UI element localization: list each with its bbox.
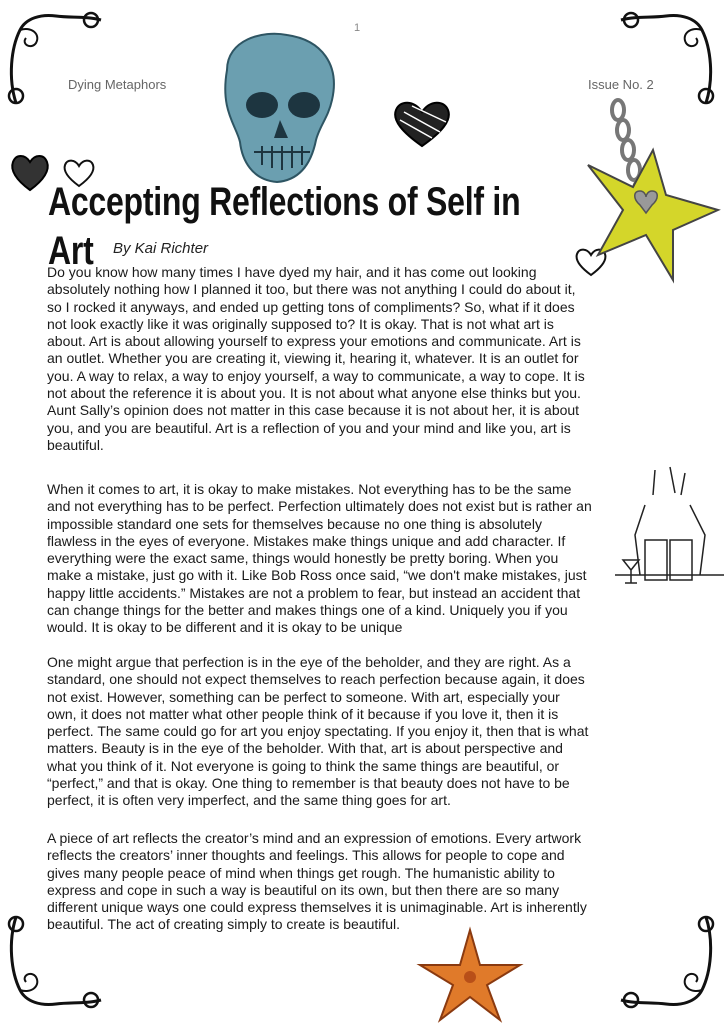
skull-illustration-icon	[212, 30, 342, 190]
paragraph-line: about. Art is about allowing yourself to express your emotions and communicate. Art is	[47, 333, 581, 350]
paragraph-line: you. A way to relax, a way to enjoy yourself, a way to communicate, a way to cope. It is	[47, 367, 585, 384]
article-paragraph-4	[47, 830, 627, 934]
paragraph-line: and not everything has to be perfect. Perfection ultimately does not exist but is rather an	[47, 498, 592, 515]
paragraph-line: When it comes to art, it is okay to make mistakes. Not everything has to be the same	[47, 481, 572, 497]
heart-scribble-icon	[392, 98, 452, 150]
article-title-line-1: Accepting Reflections of Self in	[48, 180, 521, 224]
paragraph-line: flawless in the eyes of everyone. Mistakes make things unique and add character. If	[47, 532, 566, 549]
issue-number: Issue No. 2	[588, 77, 654, 92]
paragraph-line: perfect, it is often very imperfect, and the same thing goes for art.	[47, 792, 451, 809]
article-paragraph-1	[47, 264, 627, 454]
paragraph-line: “perfect,” and that is okay. One thing to remember is that beauty does not have to be	[47, 775, 570, 792]
paragraph-line: what you think of it. Not everyone is going to think the same things are beautiful, or	[47, 757, 560, 774]
paragraph-line: not exist. However, something can be perfect to someone. With art, especially your	[47, 688, 560, 705]
paragraph-line: beautiful. The act of creating simply to create is beautiful.	[47, 916, 401, 933]
article-byline: By Kai Richter	[113, 240, 209, 257]
paragraph-line: perfect. The same could go for art you enjoy spectating. If you enjoy it, then that is what	[47, 723, 589, 740]
starfish-illustration-icon	[415, 925, 525, 1023]
paragraph-line: make a mistake, just go with it. Like Bob Ross once said, “we don't make mistakes, just	[47, 567, 587, 584]
corner-flourish-top-right-icon	[616, 8, 716, 108]
paragraph-line: not about the reference it is about you. It is not about what anyone else thinks but you.	[47, 385, 581, 402]
paragraph-line: reflects the creators’ inner thoughts and feelings. This allows for people to cope and	[47, 847, 565, 864]
paragraph-line: One might argue that perfection is in the eye of the beholder, and they are right. As a	[47, 654, 571, 670]
corner-flourish-top-left-icon	[6, 8, 106, 108]
paragraph-line: impossible standard one sets for themselves because no one thing is absolutely	[47, 515, 542, 532]
article-paragraph-3	[47, 654, 627, 810]
paragraph-line: own, it does not matter what other people think of it because if you love it, then it is	[47, 705, 559, 722]
paragraph-line: happy little accidents.” Mistakes are not a problem to fear, but instead an accident that	[47, 584, 581, 601]
article-title-line-2: Art	[48, 229, 94, 273]
figure-sketch-illustration-icon	[615, 465, 724, 595]
paragraph-line: everything were the exact same, things would honestly be pretty boring. When you	[47, 550, 559, 567]
paragraph-line: so I rocked it anyways, and ended up getting tons of compliments? So, what if it does	[47, 298, 575, 315]
chain-star-illustration-icon	[578, 95, 724, 285]
paragraph-line: beautiful.	[47, 436, 104, 453]
paragraph-line: you, and you are beautiful. Art is a reflection of you and your mind and like you, art is	[47, 419, 571, 436]
page-number: 1	[354, 22, 361, 34]
heart-scribble-left-icon	[10, 152, 50, 192]
corner-flourish-bottom-right-icon	[616, 912, 716, 1012]
paragraph-line: would. It is okay to be different and it is okay to be unique	[47, 619, 403, 636]
paragraph-line: not look exactly like it was originally supposed to? It is okay. That is not what art is	[47, 315, 554, 332]
paragraph-line: absolutely nothing how I planned it too, but there was not anything I could do about it,	[47, 281, 576, 298]
paragraph-line: an outlet. Whether you are creating it, viewing it, hearing it, whatever. It is an outlet for	[47, 350, 579, 367]
paragraph-line: different unique ways one could express themselves it is unimaginable. Art is inherently	[47, 899, 587, 916]
paragraph-line: Do you know how many times I have dyed my hair, and it has come out looking	[47, 264, 537, 280]
paragraph-line: Aunt Sally’s opinion does not matter in this case because it is not about her, it is about	[47, 402, 580, 419]
publication-name: Dying Metaphors	[68, 77, 167, 92]
paragraph-line: A piece of art reflects the creator’s mind and an expression of emotions. Every artwork	[47, 830, 582, 846]
article-paragraph-2	[47, 481, 627, 637]
paragraph-line: matters. Beauty is in the eye of the beholder. With that, art is about perspective and	[47, 740, 563, 757]
paragraph-line: gives many people peace of mind when things get rough. The humanistic ability to	[47, 864, 555, 881]
paragraph-line: express and cope in such a way is beautiful on its own, but then there are so many	[47, 881, 560, 898]
paragraph-line: standard, one should not expect themselves to reach perfection because again, it does	[47, 671, 585, 688]
paragraph-line: can change things for the better and makes things one of a kind. Uniquely you if you	[47, 602, 568, 619]
